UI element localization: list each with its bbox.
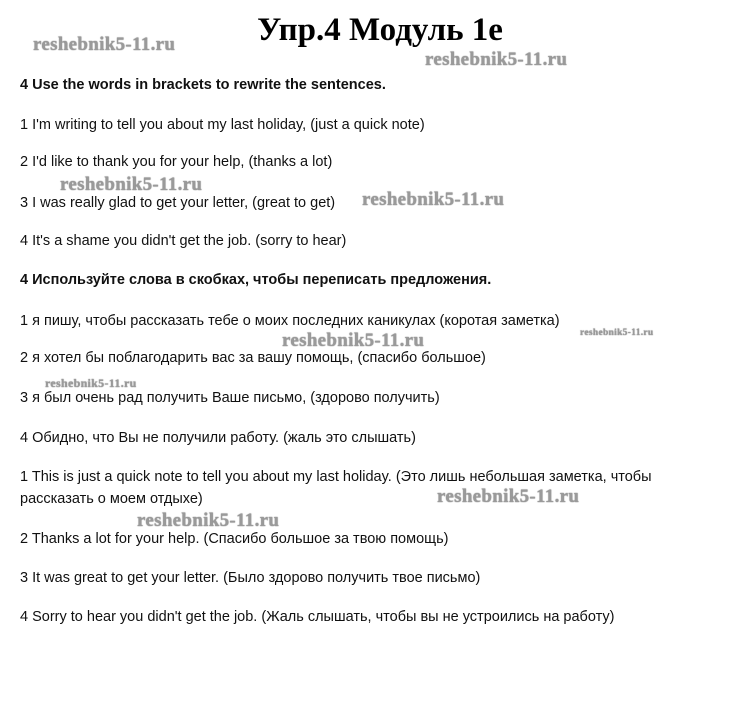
answer-item-3: 3 It was great to get your letter. (Было здорово получить твое письмо): [20, 570, 481, 586]
task-item-en-3: 3 I was really glad to get your letter, (great to get): [20, 195, 336, 211]
answer-item-4: 4 Sorry to hear you didn't get the job. (Жаль слышать, чтобы вы не устроились на работу): [20, 609, 615, 625]
watermark: reshebnik5-11.ru: [282, 330, 425, 351]
task-item-ru-1: 1 я пишу, чтобы рассказать тебе о моих последних каникулах (коротая заметка): [20, 313, 560, 329]
answer-item-1: 1 This is just a quick note to tell you about my last holiday. (Это лишь небольшая заметка, чтобы рассказать о моем отдыхе): [20, 469, 652, 507]
task-item-en-1: 1 I'm writing to tell you about my last holiday, (just a quick note): [20, 117, 425, 133]
watermark: reshebnik5-11.ru: [580, 328, 654, 338]
task-heading-en: 4 Use the words in brackets to rewrite the sentences.: [20, 77, 386, 93]
task-item-en-4: 4 It's a shame you didn't get the job. (sorry to hear): [20, 233, 347, 249]
watermark: reshebnik5-11.ru: [437, 486, 580, 507]
task-item-ru-3: 3 я был очень рад получить Ваше письмо, (здорово получить): [20, 390, 440, 406]
watermark: reshebnik5-11.ru: [137, 510, 280, 531]
watermark: reshebnik5-11.ru: [60, 174, 203, 195]
watermark: reshebnik5-11.ru: [45, 376, 137, 390]
task-heading-ru: 4 Используйте слова в скобках, чтобы переписать предложения.: [20, 272, 492, 288]
task-item-ru-2: 2 я хотел бы поблагодарить вас за вашу помощь, (спасибо большое): [20, 350, 486, 366]
task-item-en-2: 2 I'd like to thank you for your help, (thanks a lot): [20, 154, 333, 170]
page-title: Упр.4 Модуль 1е: [257, 12, 503, 48]
watermark: reshebnik5-11.ru: [33, 34, 176, 55]
answer-item-2: 2 Thanks a lot for your help. (Спасибо большое за твою помощь): [20, 531, 449, 547]
task-item-ru-4: 4 Обидно, что Вы не получили работу. (жаль это слышать): [20, 430, 416, 446]
watermark: reshebnik5-11.ru: [362, 189, 505, 210]
watermark: reshebnik5-11.ru: [425, 49, 568, 70]
